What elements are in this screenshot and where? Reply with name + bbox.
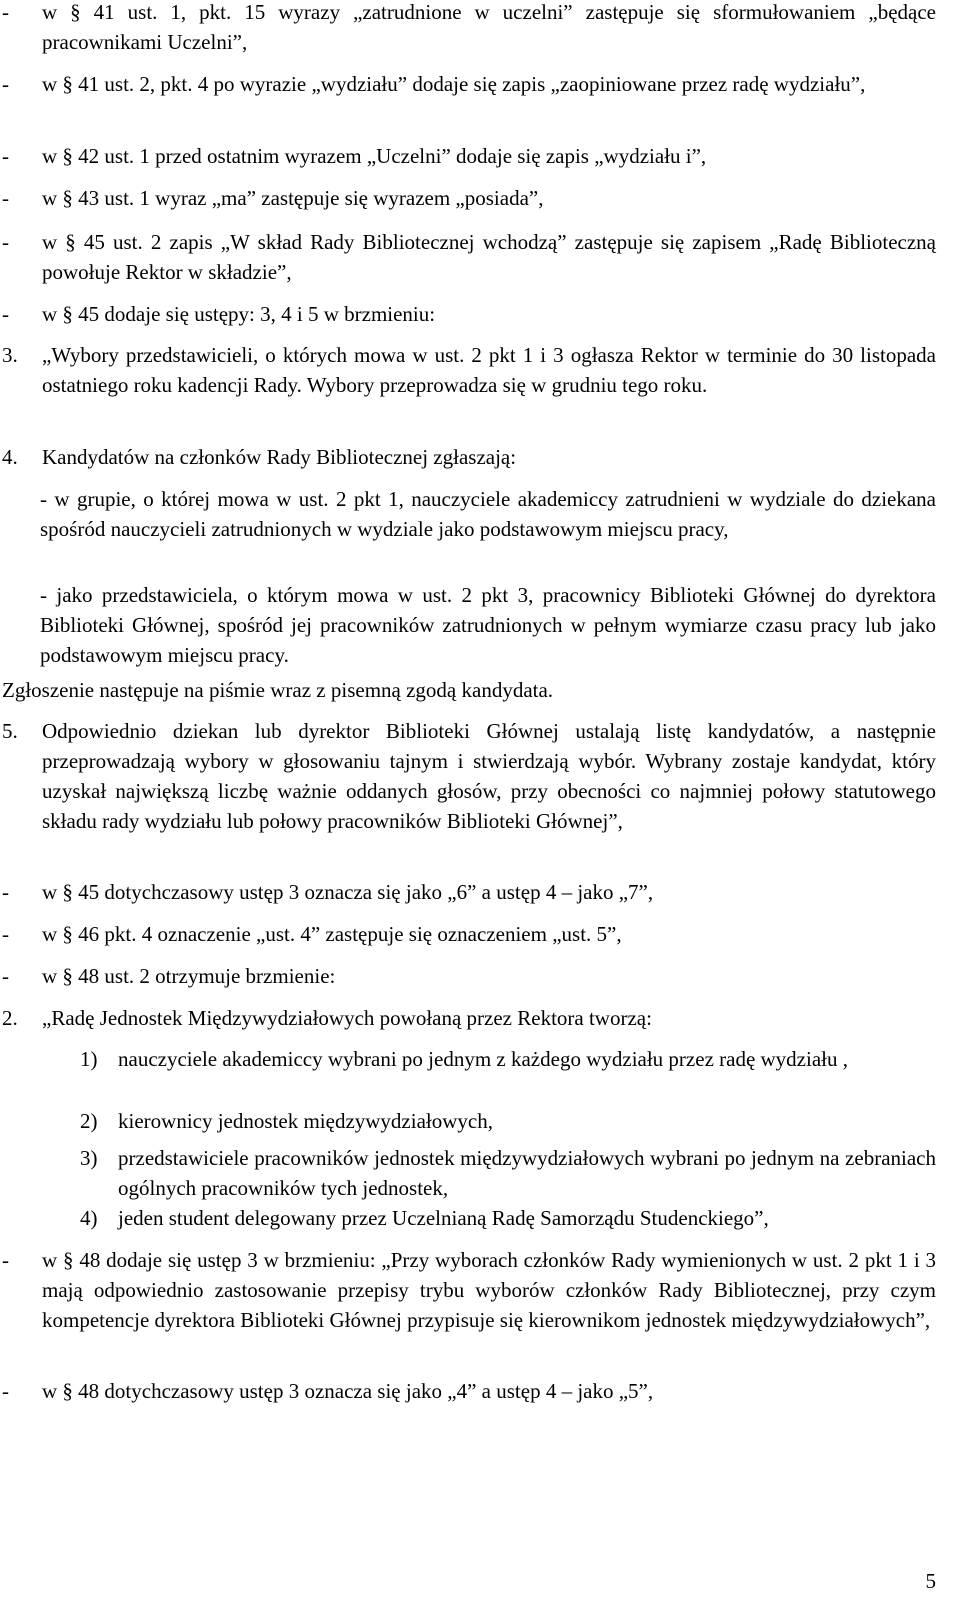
item-text: „Wybory przedstawicieli, o których mowa w ust. 2 pkt 1 i 3 ogłasza Rektor w terminie do 30 listopada ostatniego roku kadencji Rady. Wybory przeprowadza się w grudniu tego roku. (42, 343, 936, 397)
item-text: w § 45 ust. 2 zapis „W skład Rady Bibliotecznej wchodzą” zastępuje się zapisem „Radę Biblioteczną powołuje Rektor w składzie”, (42, 230, 936, 284)
list-item (2, 0, 936, 57)
item-text: - jako przedstawiciela, o którym mowa w ust. 2 pkt 3, pracownicy Biblioteki Głównej do dyrektora Biblioteki Głównej, spośród jej pracowników zatrudnionych w pełnym wymiarze czasu pracy lub jako podstawowym miejscu pracy. (40, 583, 936, 667)
item-marker: 4) (80, 1206, 98, 1230)
item-marker: - (2, 922, 9, 946)
item-text: Odpowiednio dziekan lub dyrektor Biblioteki Głównej ustalają listę kandydatów, a następnie przeprowadzają wybory w głosowaniu tajnym i stwierdzają wybór. Wybrany zostaje kandydat, który uzyskał największą liczbę ważnie oddanych głosów, przy obecności co najmniej połowy statutowego składu rady wydziału lub połowy pracowników Biblioteki Głównej”, (42, 719, 936, 833)
item-text: - w grupie, o której mowa w ust. 2 pkt 1, nauczyciele akademiccy zatrudnieni w wydziale do dziekana spośród nauczycieli zatrudnionych w wydziale jako podstawowym miejscu pracy, (40, 487, 936, 541)
list-item (2, 1376, 936, 1406)
numbered-paragraph (2, 1003, 936, 1033)
item-text: w § 43 ust. 1 wyraz „ma” zastępuje się wyrazem „posiada”, (42, 186, 544, 210)
item-text: kierownicy jednostek międzywydziałowych, (118, 1109, 493, 1133)
item-marker: 4. (2, 445, 18, 469)
item-text: nauczyciele akademiccy wybrani po jednym z każdego wydziału przez radę wydziału , (118, 1047, 848, 1071)
item-marker: - (2, 186, 9, 210)
item-text: Kandydatów na członków Rady Bibliotecznej zgłaszają: (42, 445, 517, 469)
list-item (2, 961, 936, 991)
item-text: „Radę Jednostek Międzywydziałowych powołaną przez Rektora tworzą: (42, 1006, 652, 1030)
item-text: w § 45 dotychczasowy ustęp 3 oznacza się jako „6” a ustęp 4 – jako „7”, (42, 880, 654, 904)
enumerated-item (80, 1106, 936, 1136)
paragraph (2, 675, 936, 705)
item-text: w § 41 ust. 1, pkt. 15 wyrazy „zatrudnione w uczelni” zastępuje się sformułowaniem „będące pracownikami Uczelni”, (42, 0, 936, 54)
item-marker: - (2, 880, 9, 904)
numbered-paragraph (2, 442, 936, 472)
item-marker: - (2, 1248, 9, 1272)
sub-list-item (40, 580, 936, 670)
item-text: jeden student delegowany przez Uczelnianą Radę Samorządu Studenckiego”, (118, 1206, 769, 1230)
enumerated-item (80, 1044, 936, 1104)
item-text: w § 41 ust. 2, pkt. 4 po wyrazie „wydziału” dodaje się zapis „zaopiniowane przez radę wydziału”, (42, 72, 866, 96)
item-text: w § 48 dodaje się ustęp 3 w brzmieniu: „Przy wyborach członków Rady wymienionych w ust. 2 pkt 1 i 3 mają odpowiednio zastosowanie przepisy trybu wyborów członków Rady Bibliotecznej, przy czym kompetencje dyrektora Biblioteki Głównej przypisuje się kierownikom jednostek międzywydziałowych”, (42, 1248, 936, 1332)
list-item (2, 183, 936, 213)
list-item (2, 141, 936, 171)
list-item (2, 69, 936, 129)
item-marker: 3) (80, 1146, 98, 1170)
item-marker: - (2, 302, 9, 326)
item-marker: 1) (80, 1047, 98, 1071)
list-item (2, 1245, 936, 1365)
item-marker: 3. (2, 343, 18, 367)
item-marker: - (2, 144, 9, 168)
item-marker: - (2, 230, 9, 254)
item-marker: 2. (2, 1006, 18, 1030)
item-text: Zgłoszenie następuje na piśmie wraz z pisemną zgodą kandydata. (2, 678, 554, 702)
item-text: przedstawiciele pracowników jednostek międzywydziałowych wybrani po jednym na zebraniach ogólnych pracowników tych jednostek, (118, 1146, 936, 1200)
sub-list-item (40, 484, 936, 574)
enumerated-item (80, 1203, 936, 1233)
item-text: w § 48 ust. 2 otrzymuje brzmienie: (42, 964, 336, 988)
list-item (2, 919, 936, 949)
item-text: w § 46 pkt. 4 oznaczenie „ust. 4” zastępuje się oznaczeniem „ust. 5”, (42, 922, 622, 946)
item-text: w § 42 ust. 1 przed ostatnim wyrazem „Uczelni” dodaje się zapis „wydziału i”, (42, 144, 707, 168)
page-number: 5 (925, 1569, 936, 1593)
item-marker: - (2, 1379, 9, 1403)
list-item (2, 227, 936, 287)
numbered-paragraph (2, 340, 936, 430)
item-text: w § 45 dodaje się ustępy: 3, 4 i 5 w brzmieniu: (42, 302, 436, 326)
item-marker: 2) (80, 1109, 98, 1133)
list-item (2, 299, 936, 329)
enumerated-item (80, 1143, 936, 1203)
item-marker: 5. (2, 719, 18, 743)
item-marker: - (2, 72, 9, 96)
list-item (2, 877, 936, 907)
item-text: w § 48 dotychczasowy ustęp 3 oznacza się jako „4” a ustęp 4 – jako „5”, (42, 1379, 654, 1403)
item-marker: - (2, 0, 9, 24)
item-marker: - (2, 964, 9, 988)
numbered-paragraph (2, 716, 936, 866)
